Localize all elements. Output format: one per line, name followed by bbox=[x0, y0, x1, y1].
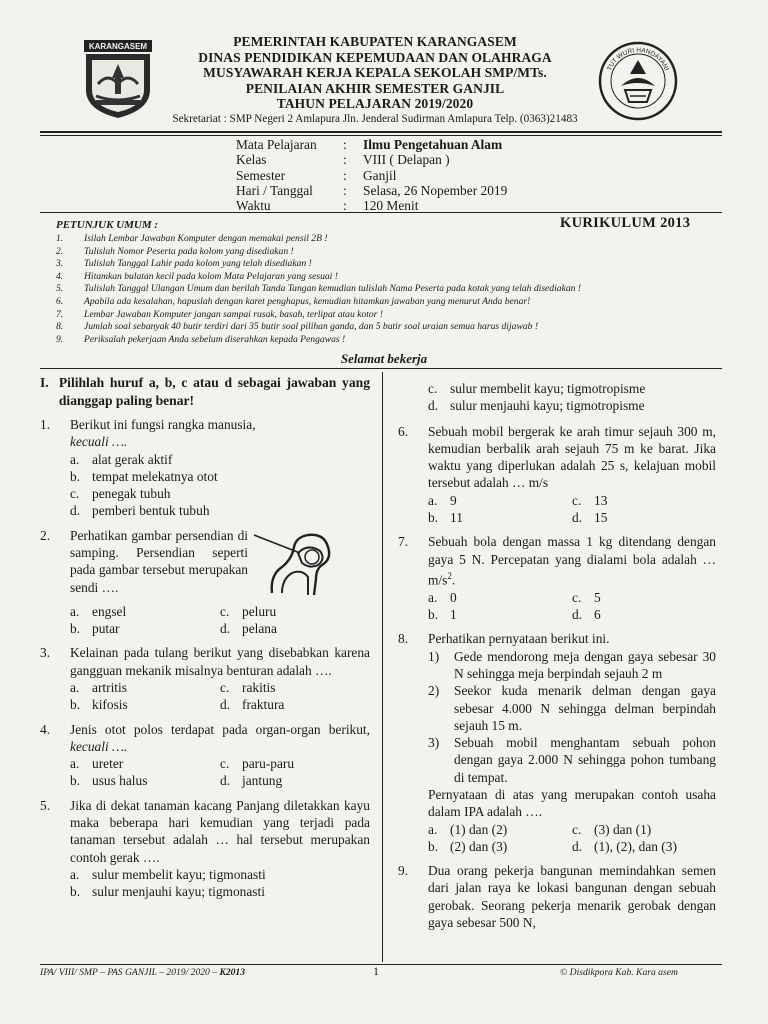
option-text: putar bbox=[92, 621, 120, 637]
option-c: c. paru-paru bbox=[220, 756, 295, 772]
instruction-text: Apabila ada kesalahan, hapuslah dengan karet penghapus, kemudian hitamkan jawaban yang menurut Anda benar! bbox=[84, 295, 531, 307]
exam-info bbox=[236, 137, 507, 213]
option-c: c. rakitis bbox=[220, 679, 276, 695]
instruction-number: 5. bbox=[56, 283, 64, 295]
option-text: 0 bbox=[450, 589, 457, 605]
option-d: d. (1), (2), dan (3) bbox=[572, 838, 677, 854]
question-stem-text: Sebuah bola dengan massa 1 kg ditendang dengan gaya 5 N. Percepatan yang dialami bola adalah … m/s bbox=[428, 534, 716, 588]
option-b: b. sulur menjauhi kayu; tigmonasti bbox=[70, 884, 265, 900]
option-text: sulur menjauhi kayu; tigmotropisme bbox=[450, 398, 645, 414]
option-d: d. pelana bbox=[220, 621, 277, 637]
instruction-number: 2. bbox=[56, 245, 64, 257]
question-7 bbox=[398, 533, 716, 623]
question-stem-end: . bbox=[451, 572, 456, 588]
instruction-text: Periksalah pekerjaan Anda sebelum diserahkan kepada Pengawas ! bbox=[84, 333, 346, 345]
question-5-continued bbox=[398, 380, 716, 415]
info-row bbox=[236, 168, 507, 183]
option-d: d. 15 bbox=[572, 510, 608, 526]
karangasem-logo bbox=[82, 38, 154, 120]
option-c: c. (3) dan (1) bbox=[572, 821, 652, 837]
header-line-2: DINAS PENDIDIKAN KEPEMUDAAN DAN OLAHRAGA bbox=[198, 49, 552, 65]
info-colon: : bbox=[343, 167, 347, 183]
option-c: c. 13 bbox=[572, 492, 608, 508]
option-b: b. usus halus bbox=[70, 773, 148, 789]
section-number: I. bbox=[40, 375, 49, 390]
instruction-text: Hitamkan bulatan kecil pada kolom Mata Pelajaran yang sesuai ! bbox=[84, 270, 338, 282]
instruction-text: Isilah Lembar Jawaban Komputer dengan memakai pensil 2B ! bbox=[84, 233, 328, 244]
logo-left-label: KARANGASEM bbox=[88, 42, 148, 51]
option-c: c. penegak tubuh bbox=[70, 486, 171, 502]
instruction-item bbox=[56, 283, 716, 296]
good-luck-text: Selamat bekerja bbox=[340, 351, 428, 366]
question-6 bbox=[398, 423, 716, 527]
statement-text: Seekor kuda menarik delman dengan gaya sebesar 4.000 N sehingga delman berpindah sejauh 15 m. bbox=[454, 683, 716, 733]
option-text: rakitis bbox=[242, 679, 276, 695]
question-stem: Sebuah mobil bergerak ke arah timur sejauh 300 m, kemudian berbalik arah sejauh 75 m ke barat. Jika waktu yang diperlukan adalah 25 s, kelajuan mobil tersebut adalah … m/s bbox=[428, 423, 716, 491]
option-text: artritis bbox=[92, 679, 127, 695]
option-text: 1 bbox=[450, 607, 457, 623]
options-grid bbox=[428, 492, 716, 527]
question-number: 9. bbox=[398, 863, 409, 879]
option-text: kifosis bbox=[92, 697, 128, 713]
question-9 bbox=[398, 862, 716, 931]
question-number: 4. bbox=[40, 721, 51, 737]
option-b: b. kifosis bbox=[70, 697, 128, 713]
question-stem bbox=[428, 533, 716, 588]
option-text: (2) dan (3) bbox=[450, 838, 508, 854]
section-heading bbox=[40, 374, 370, 409]
info-value: Selasa, 26 Nopember 2019 bbox=[363, 182, 508, 198]
curriculum-label: KURIKULUM 2013 bbox=[560, 215, 691, 231]
instruction-number: 1. bbox=[56, 233, 64, 244]
instruction-item bbox=[56, 271, 716, 284]
footer-code-bold: K2013 bbox=[219, 967, 246, 978]
option-c: c. peluru bbox=[220, 603, 277, 619]
instructions-rule bbox=[40, 368, 722, 369]
option-c: c. 5 bbox=[572, 589, 601, 605]
info-row bbox=[236, 183, 507, 198]
statement-item bbox=[428, 682, 716, 734]
header-line-4: PENILAIAN AKHIR SEMESTER GANJIL bbox=[245, 80, 505, 96]
instruction-text: Tulislah Tanggal Ulangan Umum dan berilah Tanda Tangan kemudian tulislah Nama Peserta pada kotak yang telah disediakan ! bbox=[84, 283, 582, 295]
secretariat-address: Sekretariat : SMP Negeri 2 Amlapura Jln. Jenderal Sudirman Amlapura Telp. (0363)21483 bbox=[172, 112, 578, 125]
info-row bbox=[236, 137, 507, 152]
options-grid bbox=[428, 589, 716, 624]
info-value: Ilmu Pengetahuan Alam bbox=[363, 137, 503, 152]
instruction-number: 9. bbox=[56, 333, 64, 345]
option-d: d. pemberi bentuk tubuh bbox=[70, 503, 210, 519]
left-column bbox=[40, 374, 370, 908]
option-text: (3) dan (1) bbox=[594, 821, 652, 837]
footer-copyright: © Disdikpora Kab. Kara asem bbox=[560, 967, 678, 978]
question-stem: Dua orang pekerja bangunan memindahkan semen dari jalan raya ke lokasi bangunan dengan sebuah gerobak. Seorang pekerja menarik gerobak dengan gaya sebesar 500 N, bbox=[428, 863, 716, 931]
info-rule bbox=[40, 212, 722, 213]
question-number: 6. bbox=[398, 423, 409, 439]
tut-wuri-handayani-logo bbox=[597, 40, 679, 122]
option-text: tempat melekatnya otot bbox=[92, 468, 218, 484]
question-2 bbox=[40, 527, 370, 638]
question-number: 2. bbox=[40, 527, 51, 543]
option-b: b. tempat melekatnya otot bbox=[70, 468, 218, 484]
instruction-number: 7. bbox=[56, 308, 64, 320]
page-number: 1 bbox=[373, 964, 379, 978]
right-column bbox=[398, 380, 716, 938]
instructions-title: PETUNJUK UMUM : bbox=[56, 219, 159, 231]
footer-code-text: IPA/ VIII/ SMP – PAS GANJIL – 2019/ 2020 – bbox=[40, 967, 220, 978]
option-b: b. 1 bbox=[428, 607, 457, 623]
option-d: d. fraktura bbox=[220, 697, 285, 713]
option-text: 6 bbox=[594, 607, 601, 623]
instruction-item bbox=[56, 258, 716, 271]
option-text: usus halus bbox=[92, 773, 148, 789]
question-number: 7. bbox=[398, 534, 409, 550]
statement-list bbox=[428, 648, 716, 786]
question-4 bbox=[40, 721, 370, 790]
instruction-item bbox=[56, 321, 716, 334]
option-text: 13 bbox=[594, 492, 608, 508]
header-line-1: PEMERINTAH KABUPATEN KARANGASEM bbox=[233, 34, 517, 49]
options-grid bbox=[70, 679, 370, 714]
option-a: a. artritis bbox=[70, 679, 127, 695]
option-d: d. jantung bbox=[220, 773, 283, 789]
question-stem: Perhatikan pernyataan berikut ini. bbox=[428, 631, 610, 647]
info-key: Mata Pelajaran bbox=[236, 137, 317, 152]
options-grid bbox=[70, 755, 370, 790]
statement-number: 1) bbox=[428, 648, 440, 664]
option-text: fraktura bbox=[242, 697, 285, 713]
question-stem-text: Berikut ini fungsi rangka manusia, bbox=[70, 417, 256, 432]
option-text: 15 bbox=[594, 510, 608, 526]
question-ask: Pernyataan di atas yang merupakan contoh usaha dalam IPA adalah …. bbox=[428, 787, 716, 820]
joint-illustration bbox=[252, 523, 342, 603]
kecuali-text: kecuali …. bbox=[70, 738, 128, 754]
option-d: d. 6 bbox=[572, 607, 601, 623]
column-divider bbox=[382, 372, 383, 962]
option-text: sulur menjauhi kayu; tigmonasti bbox=[92, 884, 265, 900]
statement-text: Sebuah mobil menghantam sebuah pohon dengan gaya 2.000 N sehingga pohon tumbang di tempat. bbox=[454, 735, 716, 785]
statement-item bbox=[428, 648, 716, 683]
question-stem-text: Jenis otot polos terdapat pada organ-organ berikut, bbox=[70, 721, 370, 737]
option-text: (1), (2), dan (3) bbox=[594, 838, 677, 854]
instruction-text: Tulislah Nomor Peserta pada kolom yang disediakan ! bbox=[84, 245, 294, 257]
footer-rule bbox=[40, 964, 722, 965]
header-rule-thick bbox=[40, 131, 722, 133]
question-3 bbox=[40, 644, 370, 713]
option-text: 5 bbox=[594, 589, 601, 605]
option-text: pelana bbox=[242, 621, 277, 637]
instruction-number: 4. bbox=[56, 270, 64, 282]
option-text: alat gerak aktif bbox=[92, 451, 173, 467]
header-line-5: TAHUN PELAJARAN 2019/2020 bbox=[276, 96, 474, 111]
question-number: 5. bbox=[40, 797, 51, 813]
option-d: d. sulur menjauhi kayu; tigmotropisme bbox=[428, 398, 645, 414]
info-colon: : bbox=[343, 137, 347, 152]
info-colon: : bbox=[343, 198, 347, 214]
statement-number: 2) bbox=[428, 683, 440, 699]
options-grid bbox=[428, 821, 716, 856]
option-text: (1) dan (2) bbox=[450, 821, 508, 837]
info-value: Ganjil bbox=[363, 167, 397, 183]
option-text: 9 bbox=[450, 492, 457, 508]
question-8 bbox=[398, 630, 716, 855]
option-a: a. 0 bbox=[428, 589, 457, 605]
option-a: a. 9 bbox=[428, 492, 457, 508]
letterhead bbox=[160, 34, 590, 126]
option-text: jantung bbox=[242, 773, 283, 789]
instruction-item bbox=[56, 233, 716, 246]
statement-number: 3) bbox=[428, 735, 440, 751]
instructions-list bbox=[56, 233, 716, 346]
option-text: engsel bbox=[92, 603, 127, 619]
instruction-text: Jumlah soal sebanyak 40 butir terdiri dari 35 butir soal pilihan ganda, dan 5 butir soal uraian semua harus dijawab ! bbox=[84, 321, 539, 333]
question-stem bbox=[70, 416, 370, 451]
option-a: a. engsel bbox=[70, 603, 127, 619]
info-row bbox=[236, 152, 507, 167]
question-stem: Kelainan pada tulang berikut yang disebabkan karena gangguan mekanik misalnya benturan adalah …. bbox=[70, 645, 370, 678]
option-text: sulur membelit kayu; tigmonasti bbox=[92, 866, 266, 882]
question-stem bbox=[70, 721, 370, 756]
option-text: paru-paru bbox=[242, 756, 295, 772]
instruction-text: Tulislah Tanggal Lahir pada kolom yang telah disediakan ! bbox=[84, 258, 312, 270]
question-1 bbox=[40, 416, 370, 520]
logo-right-label: TUT WURI HANDAYANI bbox=[606, 46, 670, 72]
statement-text: Gede mendorong meja dengan gaya sebesar 30 N sehingga meja berpindah sejauh 2 m bbox=[454, 648, 716, 681]
option-a: a. (1) dan (2) bbox=[428, 821, 508, 837]
instruction-number: 8. bbox=[56, 321, 64, 333]
header-rule-thin bbox=[40, 135, 722, 136]
info-key: Hari / Tanggal bbox=[236, 182, 313, 198]
header-line-3: MUSYAWARAH KERJA KEPALA SEKOLAH SMP/MTs. bbox=[203, 65, 547, 80]
question-number: 3. bbox=[40, 645, 51, 661]
option-a: a. alat gerak aktif bbox=[70, 451, 173, 467]
info-colon: : bbox=[343, 152, 347, 168]
question-stem: Perhatikan gambar persendian di samping. Persendian seperti pada gambar tersebut merupakan sendi …. bbox=[70, 527, 248, 595]
option-text: penegak tubuh bbox=[92, 486, 171, 502]
superscript: 2 bbox=[447, 570, 452, 581]
option-text: peluru bbox=[242, 603, 277, 619]
option-text: ureter bbox=[92, 756, 124, 772]
option-b: b. (2) dan (3) bbox=[428, 838, 508, 854]
options-grid bbox=[70, 603, 370, 638]
question-5 bbox=[40, 797, 370, 901]
section-instruction: Pilihlah huruf a, b, c atau d sebagai jawaban yang dianggap paling benar! bbox=[58, 375, 370, 408]
option-text: sulur membelit kayu; tigmotropisme bbox=[450, 381, 646, 396]
option-text: pemberi bentuk tubuh bbox=[92, 503, 210, 519]
info-key: Waktu bbox=[236, 198, 271, 214]
option-c: c. sulur membelit kayu; tigmotropisme bbox=[428, 381, 646, 396]
footer-code bbox=[40, 967, 245, 978]
instruction-number: 3. bbox=[56, 258, 64, 270]
option-text: 11 bbox=[450, 510, 463, 526]
question-number: 1. bbox=[40, 417, 51, 432]
statement-item bbox=[428, 734, 716, 786]
option-a: a. sulur membelit kayu; tigmonasti bbox=[70, 866, 266, 882]
instruction-item bbox=[56, 296, 716, 309]
instruction-text: Lembar Jawaban Komputer jangan sampai rusak, basah, terlipat atau kotor ! bbox=[84, 308, 384, 320]
instruction-number: 6. bbox=[56, 295, 64, 307]
question-number: 8. bbox=[398, 631, 409, 647]
instruction-item bbox=[56, 309, 716, 322]
option-a: a. ureter bbox=[70, 756, 124, 772]
instruction-item bbox=[56, 246, 716, 259]
info-value: 120 Menit bbox=[363, 198, 419, 214]
info-key: Kelas bbox=[236, 152, 267, 168]
instruction-item bbox=[56, 334, 716, 347]
option-b: b. putar bbox=[70, 621, 120, 637]
info-value: VIII ( Delapan ) bbox=[363, 152, 450, 168]
question-stem: Jika di dekat tanaman kacang Panjang diletakkan kayu maka beberapa hari kemudian yang terjadi pada tanaman tersebut adalah … hal tersebut merupakan contoh gerak …. bbox=[70, 797, 370, 865]
info-colon: : bbox=[343, 182, 347, 198]
option-b: b. 11 bbox=[428, 510, 463, 526]
info-key: Semester bbox=[236, 167, 286, 183]
kecuali-text: kecuali …. bbox=[70, 434, 128, 450]
